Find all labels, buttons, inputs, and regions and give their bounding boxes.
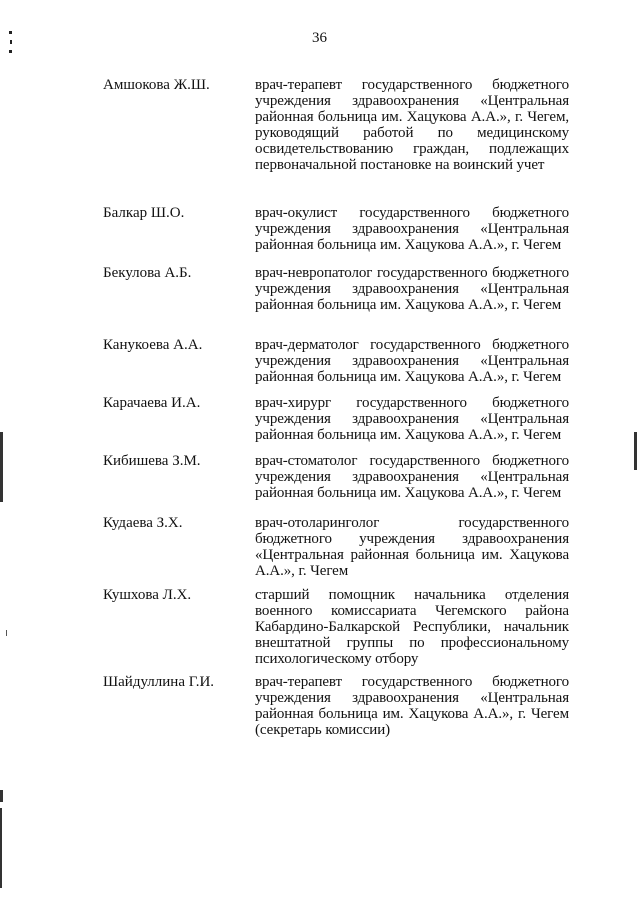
member-description: врач-терапевт государственного бюджетного учреждения здравоохранения «Центральная районная больница им. Хацукова А.А.», г. Чегем (секретарь комиссии) — [255, 674, 569, 738]
member-description: врач-терапевт государственного бюджетного учреждения здравоохранения «Центральная районная больница им. Хацукова А.А.», г. Чегем, руководящий работой по медицинскому освидетельствованию граждан, подлежащих первоначальной постановке на воинский учет — [255, 77, 569, 173]
member-name: Кудаева З.Х. — [103, 515, 183, 531]
member-description: врач-окулист государственного бюджетного учреждения здравоохранения «Центральная районная больница им. Хацукова А.А.», г. Чегем — [255, 205, 569, 253]
member-description: врач-отоларинголог государственного бюджетного учреждения здравоохранения «Центральная районная больница им. Хацукова А.А.», г. Чегем — [255, 515, 569, 579]
member-row — [103, 77, 569, 205]
scan-mark — [6, 630, 7, 636]
member-name: Балкар Ш.О. — [103, 205, 185, 221]
member-name: Карачаева И.А. — [103, 395, 201, 411]
member-row — [103, 587, 569, 674]
commission-members-list — [103, 77, 569, 746]
member-row — [103, 453, 569, 515]
member-name: Канукоева А.А. — [103, 337, 203, 353]
member-row — [103, 674, 569, 746]
page-number: 36 — [312, 30, 327, 46]
member-description: врач-невропатолог государственного бюджетного учреждения здравоохранения «Центральная районная больница им. Хацукова А.А.», г. Чегем — [255, 265, 569, 313]
member-description: врач-стоматолог государственного бюджетного учреждения здравоохранения «Центральная районная больница им. Хацукова А.А.», г. Чегем — [255, 453, 569, 501]
member-description: старший помощник начальника отделения военного комиссариата Чегемского района Кабардино-Балкарской Республики, начальник внештатной группы по профессиональному психологическому отбору — [255, 587, 569, 667]
scan-edge-mark — [634, 432, 637, 470]
scan-edge-mark — [0, 790, 3, 802]
member-row — [103, 205, 569, 265]
member-row — [103, 395, 569, 453]
scan-mark — [9, 50, 12, 53]
member-description: врач-хирург государственного бюджетного учреждения здравоохранения «Центральная районная больница им. Хацукова А.А.», г. Чегем — [255, 395, 569, 443]
member-name: Кибишева З.М. — [103, 453, 201, 469]
member-name: Шайдуллина Г.И. — [103, 674, 215, 690]
member-name: Бекулова А.Б. — [103, 265, 192, 281]
scan-edge-mark — [0, 432, 3, 502]
member-description: врач-дерматолог государственного бюджетного учреждения здравоохранения «Центральная районная больница им. Хацукова А.А.», г. Чегем — [255, 337, 569, 385]
member-row — [103, 337, 569, 395]
scan-edge-mark — [0, 808, 2, 888]
member-row — [103, 515, 569, 587]
member-name: Кушхова Л.Х. — [103, 587, 192, 603]
member-row — [103, 265, 569, 337]
member-name: Амшокова Ж.Ш. — [103, 77, 210, 93]
